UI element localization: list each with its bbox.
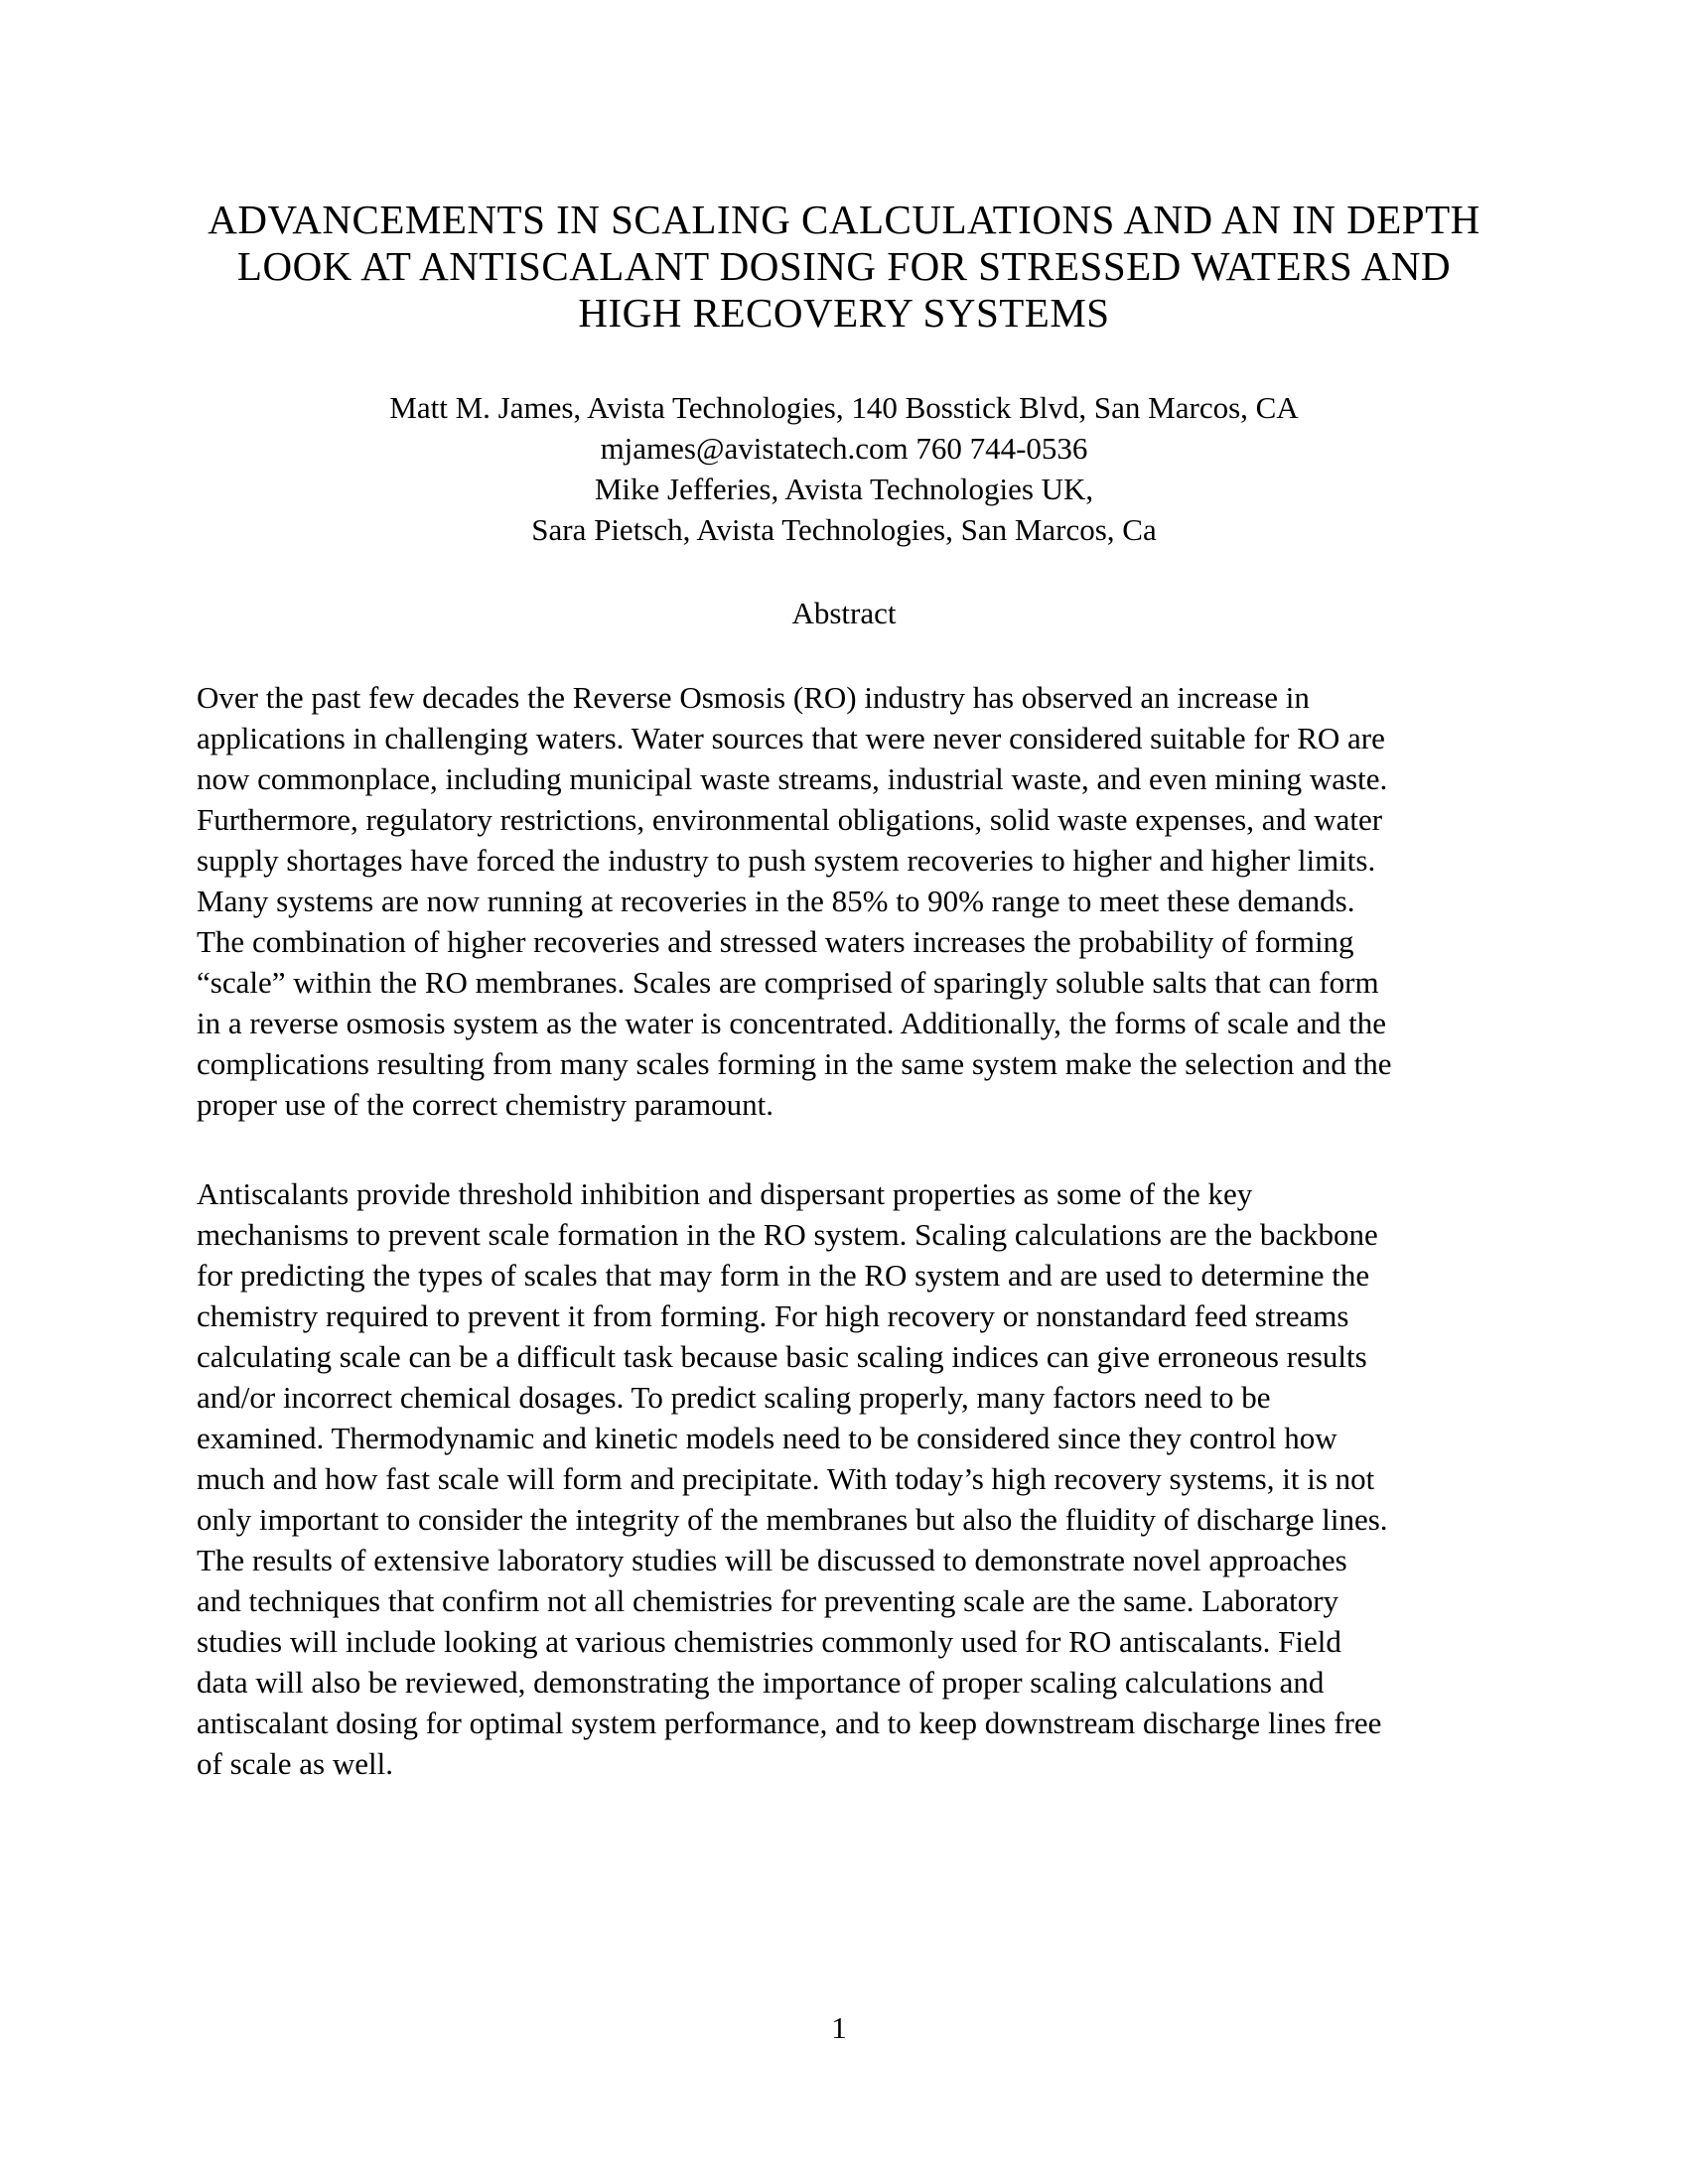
text-line: mjames@avistatech.com 760 744-0536 (600, 431, 1088, 466)
text-line: ADVANCEMENTS IN SCALING CALCULATIONS AND AN IN DEPTH (208, 197, 1480, 242)
text-line: much and how fast scale will form and precipitate. With today’s high recovery systems, it is not (197, 1461, 1375, 1496)
text-line: complications resulting from many scales forming in the same system make the selection and the (197, 1046, 1392, 1081)
text-line: for predicting the types of scales that may form in the RO system and are used to determine the (197, 1258, 1370, 1293)
text-line: applications in challenging waters. Water sources that were never considered suitable for RO are (197, 721, 1385, 755)
text-line: Matt M. James, Avista Technologies, 140 Bosstick Blvd, San Marcos, CA (389, 390, 1299, 425)
text-line: Antiscalants provide threshold inhibition and dispersant properties as some of the key (197, 1176, 1253, 1211)
text-line: Many systems are now running at recoveries in the 85% to 90% range to meet these demands. (197, 884, 1355, 918)
text-line: The combination of higher recoveries and stressed waters increases the probability of forming (197, 924, 1354, 959)
text-line: data will also be reviewed, demonstrating the importance of proper scaling calculations and (197, 1665, 1325, 1700)
text-line: studies will include looking at various chemistries commonly used for RO antiscalants. Field (197, 1624, 1341, 1659)
text-line: examined. Thermodynamic and kinetic models need to be considered since they control how (197, 1421, 1337, 1455)
abstract-paragraph-2 (197, 1173, 1517, 1784)
text-line: The results of extensive laboratory studies will be discussed to demonstrate novel approaches (197, 1543, 1347, 1577)
text-line: now commonplace, including municipal waste streams, industrial waste, and even mining waste. (197, 761, 1388, 796)
text-line: HIGH RECOVERY SYSTEMS (578, 290, 1110, 336)
text-line: and/or incorrect chemical dosages. To predict scaling properly, many factors need to be (197, 1380, 1271, 1415)
abstract-heading: Abstract (791, 596, 897, 630)
text-line: proper use of the correct chemistry paramount. (197, 1087, 774, 1122)
text-line: LOOK AT ANTISCALANT DOSING FOR STRESSED WATERS AND (236, 243, 1452, 289)
text-line: Furthermore, regulatory restrictions, environmental obligations, solid waste expenses, and water (197, 802, 1383, 837)
text-line: and techniques that confirm not all chemistries for preventing scale are the same. Laboratory (197, 1583, 1339, 1618)
abstract-paragraph-1 (197, 677, 1517, 1125)
text-line: antiscalant dosing for optimal system performance, and to keep downstream discharge lines free (197, 1706, 1382, 1740)
text-line: of scale as well. (197, 1746, 393, 1781)
paper-title (0, 197, 1688, 337)
text-line: calculating scale can be a difficult task because basic scaling indices can give erroneous results (197, 1339, 1367, 1374)
text-line: Over the past few decades the Reverse Osmosis (RO) industry has observed an increase in (197, 680, 1310, 715)
text-line: chemistry required to prevent it from forming. For high recovery or nonstandard feed streams (197, 1298, 1349, 1333)
page-number: 1 (831, 2010, 847, 2045)
text-line: Mike Jefferies, Avista Technologies UK, (594, 472, 1094, 506)
text-line: supply shortages have forced the industry to push system recoveries to higher and higher limits. (197, 843, 1376, 878)
text-line: in a reverse osmosis system as the water is concentrated. Additionally, the forms of scale and the (197, 1006, 1387, 1040)
text-line: Sara Pietsch, Avista Technologies, San Marcos, Ca (531, 512, 1157, 547)
text-line: mechanisms to prevent scale formation in the RO system. Scaling calculations are the backbone (197, 1217, 1378, 1252)
text-line: “scale” within the RO membranes. Scales are comprised of sparingly soluble salts that can form (197, 965, 1379, 1000)
author-block (0, 387, 1688, 550)
text-line: only important to consider the integrity of the membranes but also the fluidity of discharge lines. (197, 1502, 1388, 1537)
